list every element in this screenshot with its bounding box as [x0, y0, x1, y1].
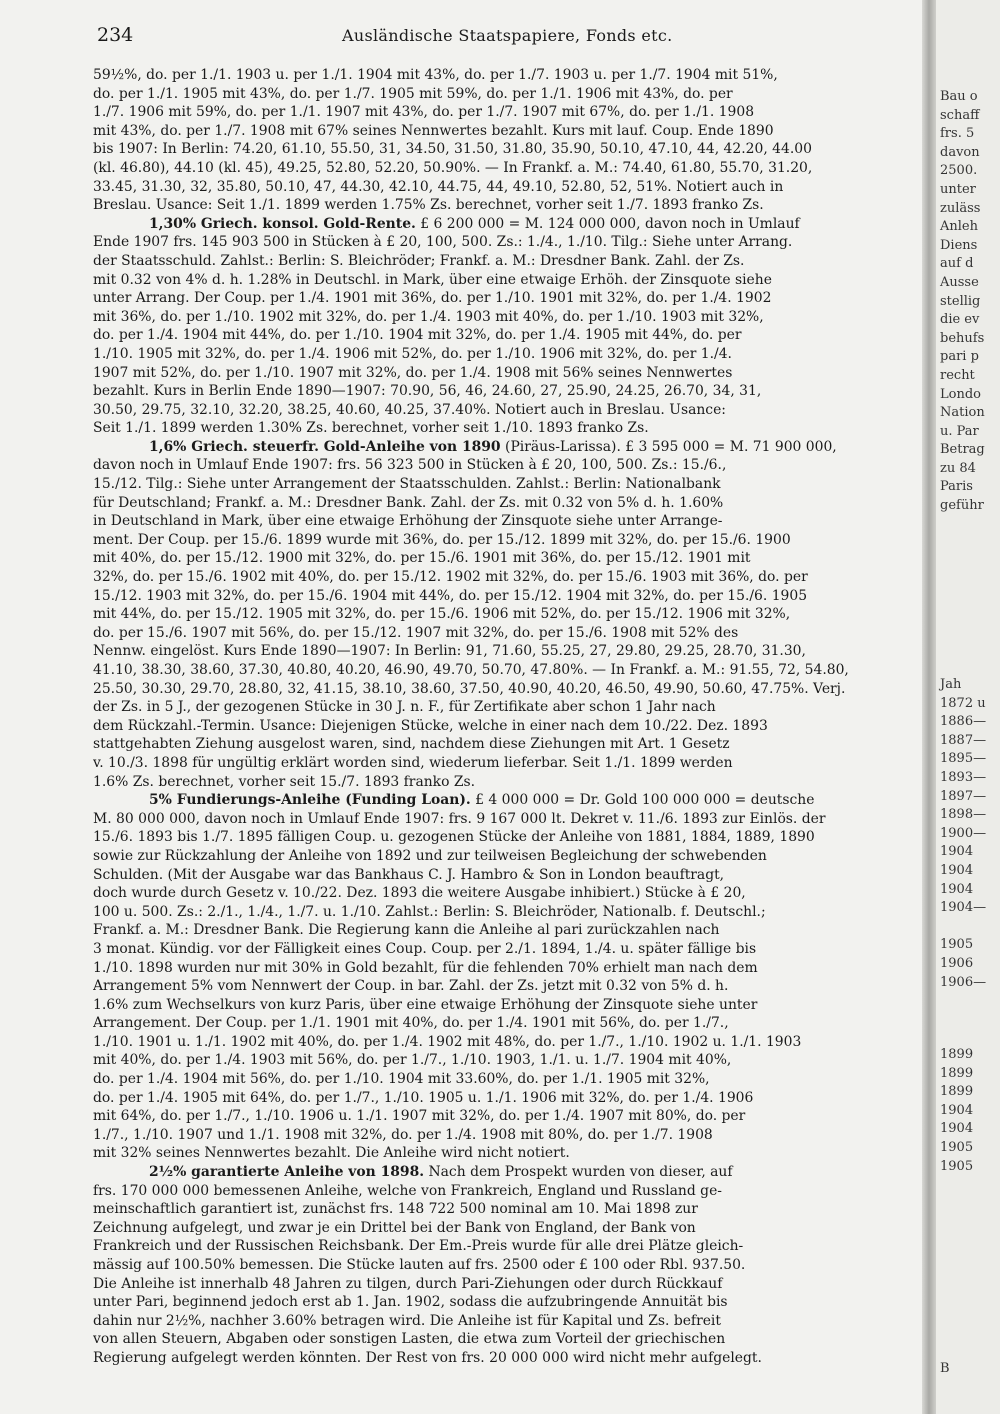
text-line: 25.50, 30.30, 29.70, 28.80, 32, 41.15, 38.10, 38.60, 37.50, 40.90, 40.20, 46.50, 49.90, 50.60, 47.75%. Verj. — [93, 680, 846, 697]
facing-page-line: Jah — [940, 677, 962, 692]
facing-page-line: Londo — [940, 386, 981, 402]
paragraph-intro — [93, 66, 915, 215]
text-line: 100 u. 500. Zs.: 2./1., 1./4., 1./7. u. 1./10. Zahlst.: Berlin: S. Bleichröder, Nationalb. f. Deutschl.; — [93, 903, 766, 920]
facing-page-text-low — [936, 1046, 1000, 1176]
facing-page-line: 1893— — [940, 769, 987, 785]
text-line: 59½%, do. per 1./1. 1903 u. per 1./1. 1904 mit 43%, do. per 1./7. 1903 u. per 1./7. 1904 mit 51%, — [93, 67, 778, 83]
text-line: Frankf. a. M.: Dresdner Bank. Die Regierung kann die Anleihe al pari zurückzahlen nach — [93, 922, 720, 939]
text-line: 15./12. 1903 mit 32%, do. per 15./6. 1904 mit 44%, do. per 15./12. 1904 mit 32%, do. per 15./6. 1905 — [93, 587, 808, 604]
book-gutter — [922, 0, 936, 1414]
facing-page-line: Anleh — [940, 219, 978, 235]
text-line: mit 43%, do. per 1./7. 1908 mit 67% seines Nennwertes bezahlt. Kurs mit lauf. Coup. Ende 1890 — [93, 122, 774, 139]
text-line: (kl. 46.80), 44.10 (kl. 45), 49.25, 52.80, 52.20, 50.90%. — In Frankf. a. M.: 74.40, 61.80, 55.70, 31.20, — [93, 159, 813, 176]
text-line: 1.6% zum Wechselkurs von kurz Paris, über eine etwaige Erhöhung der Zinsquote siehe unter — [93, 996, 758, 1013]
text-line: Die Anleihe ist innerhalb 48 Jahren zu tilgen, durch Pari-Ziehungen oder durch Rückkauf — [93, 1275, 723, 1292]
facing-page-line: 1895— — [940, 751, 987, 767]
text-line: Breslau. Usance: Seit 1./1. 1899 werden 1.75% Zs. berechnet, vorher seit 1./7. 1893 franko Zs. — [93, 197, 764, 214]
text-line: do. per 1./4. 1904 mit 56%, do. per 1./10. 1904 mit 33.60%, do. per 1./1. 1905 mit 32%, — [93, 1071, 710, 1088]
text-line: do. per 1./1. 1905 mit 43%, do. per 1./7. 1905 mit 59%, do. per 1./1. 1906 mit 43%, do. per — [93, 85, 733, 102]
text-line: mit 64%, do. per 1./7., 1./10. 1906 u. 1./1. 1907 mit 32%, do. per 1./4. 1907 mit 80%, do. per — [93, 1108, 746, 1125]
text-line: 15./12. Tilg.: Siehe unter Arrangement der Staatsschulden. Zahlst.: Berlin: Nationalbank — [93, 476, 721, 493]
text-line: 1./10. 1898 wurden nur mit 30% in Gold bezahlt, für die fehlenden 70% erhielt man nach dem — [93, 959, 758, 976]
facing-page-line: 1887— — [940, 732, 987, 748]
facing-page-line: schaff — [940, 107, 980, 123]
facing-page-line: recht — [940, 367, 975, 383]
text-line: unter Arrang. Der Coup. per 1./4. 1901 mit 36%, do. per 1./10. 1901 mit 32%, do. per 1./4. 1902 — [93, 290, 772, 307]
section-heading: 1,6% Griech. steuerfr. Gold-Anleihe von 1890 — [149, 438, 501, 455]
facing-page-line: 1872 u — [940, 695, 986, 711]
facing-page-line: 1905 — [940, 937, 974, 953]
text-line: 15./6. 1893 bis 1./7. 1895 fälligen Coup. u. gezogenen Stücke der Anleihe von 1881, 1884, 1889, 1890 — [93, 829, 815, 846]
facing-page-line: 1904 — [940, 1102, 974, 1118]
facing-page-line: Diens — [940, 237, 978, 253]
facing-page-line: 1904— — [940, 900, 987, 916]
text-line: 41.10, 38.30, 38.60, 37.30, 40.80, 40.20, 46.90, 49.70, 50.70, 47.80%. — In Frankf. a. M.: 91.55, 72, 54.80, — [93, 662, 849, 678]
text-line: Seit 1./1. 1899 werden 1.30% Zs. berechnet, vorher seit 1./10. 1893 franko Zs. — [93, 420, 649, 437]
text-line: ment. Der Coup. per 15./6. 1899 wurde mit 36%, do. per 15./12. 1899 mit 32%, do. per 15./6. 1900 — [93, 531, 791, 548]
section-heading: 2½% garantierte Anleihe von 1898. — [149, 1164, 425, 1181]
facing-page-line: auf d — [940, 256, 974, 272]
facing-page-line: stellig — [940, 293, 981, 309]
facing-page-line: Ausse — [940, 274, 979, 290]
facing-page-line: Betrag — [940, 442, 985, 458]
facing-page-fragment — [936, 0, 1000, 1414]
text-line: Regierung aufgelegt werden könnten. Der Rest von frs. 20 000 000 wird nicht mehr aufgelegt. — [93, 1349, 762, 1366]
text-line: 30.50, 29.75, 32.10, 32.20, 38.25, 40.60, 40.25, 37.40%. Notiert auch in Breslau. Usance: — [93, 401, 726, 418]
facing-page-line: 1898— — [940, 807, 987, 823]
text-line: der Staatsschuld. Zahlst.: Berlin: S. Bleichröder; Frankf. a. M.: Dresdner Bank. Zahl. der Zs. — [93, 252, 745, 269]
text-line: Zeichnung aufgelegt, und zwar je ein Drittel bei der Bank von England, der Bank von — [93, 1219, 696, 1236]
text-line: do. per 1./4. 1905 mit 64%, do. per 1./7., 1./10. 1905 u. 1./1. 1906 mit 32%, do. per 1./4. 1906 — [93, 1089, 754, 1106]
text-line: Ende 1907 frs. 145 903 500 in Stücken à £ 20, 100, 500. Zs.: 1./4., 1./10. Tilg.: Siehe unter Arrang. — [93, 234, 793, 251]
text-line: 32%, do. per 15./6. 1902 mit 40%, do. per 15./12. 1902 mit 32%, do. per 15./6. 1903 mit 36%, do. per — [93, 569, 808, 586]
text-line: M. 80 000 000, davon noch in Umlauf Ende 1907: frs. 9 167 000 lt. Dekret v. 11./6. 1893 zur Einlös. der — [93, 810, 826, 827]
facing-page-line: davon — [940, 144, 980, 160]
text-line: do. per 1./4. 1904 mit 44%, do. per 1./10. 1904 mit 32%, do. per 1./4. 1905 mit 44%, do. per — [93, 327, 742, 344]
text-line: Schulden. (Mit der Ausgabe war das Bankhaus C. J. Hambro & Son in London beauftragt, — [93, 866, 725, 883]
text-line: (Piräus-Larissa). £ 3 595 000 = M. 71 900 000, — [500, 438, 837, 455]
text-line: 1./10. 1901 u. 1./1. 1902 mit 40%, do. per 1./4. 1902 mit 48%, do. per 1./7., 1./10. 1902 u. 1./1. 1903 — [93, 1033, 802, 1050]
text-line: bis 1907: In Berlin: 74.20, 61.10, 55.50, 31, 34.50, 31.50, 31.80, 35.90, 50.10, 47.10, 44, 42.20, 44.00 — [93, 141, 812, 158]
facing-page-line: 1904 — [940, 1121, 974, 1137]
facing-page-line: 1899 — [940, 1047, 974, 1062]
text-line: do. per 15./6. 1907 mit 56%, do. per 15./12. 1907 mit 32%, do. per 15./6. 1908 mit 52% des — [93, 624, 739, 641]
text-line: mässig auf 100.50% bemessen. Die Stücke lauten auf frs. 2500 oder £ 100 oder Rbl. 937.50. — [93, 1257, 746, 1273]
text-line: £ 4 000 000 = Dr. Gold 100 000 000 = deutsche — [470, 792, 815, 809]
text-line: Nach dem Prospekt wurden von dieser, auf — [424, 1164, 733, 1181]
section-heading: 1,30% Griech. konsol. Gold-Rente. — [149, 215, 416, 232]
text-line: mit 40%, do. per 1./4. 1903 mit 56%, do. per 1./7., 1./10. 1903, 1./1. u. 1./7. 1904 mit 40%, — [93, 1052, 732, 1069]
text-line: bezahlt. Kurs in Berlin Ende 1890—1907: 70.90, 56, 46, 24.60, 27, 25.90, 24.25, 26.70, 34, 31, — [93, 383, 762, 400]
text-line: von allen Steuern, Abgaben oder sonstigen Lasten, die etwa zum Vorteil der griechischen — [93, 1331, 726, 1348]
text-line: frs. 170 000 000 bemessenen Anleihe, welche von Frankreich, England und Russland ge- — [93, 1182, 722, 1199]
text-line: 1.6% Zs. berechnet, vorher seit 15./7. 1893 franko Zs. — [93, 773, 476, 790]
facing-page-line: 2500. — [940, 163, 978, 179]
text-line: sowie zur Rückzahlung der Anleihe von 1892 und zur teilweisen Begleichung der schwebenden — [93, 847, 767, 864]
facing-page-line: zu 84 — [940, 460, 976, 476]
section-fundierungs-anleihe — [93, 791, 915, 1163]
facing-page-line: B — [940, 1361, 950, 1376]
facing-page-text-bottom — [936, 1360, 1000, 1379]
facing-page-line: 1899 — [940, 1084, 974, 1100]
text-line: dahin nur 2½%, nachher 3.60% betragen wird. Die Anleihe ist für Kapital und Zs. befreit — [93, 1312, 721, 1329]
text-line: in Deutschland in Mark, über eine etwaige Erhöhung der Zinsquote siehe unter Arrange- — [93, 513, 723, 530]
facing-page-line: 1905 — [940, 1139, 974, 1155]
text-line: stattgehabten Ziehung ausgelost waren, sind, nachdem diese Ziehungen mit Art. 1 Gesetz — [93, 736, 730, 753]
text-line: 1./10. 1905 mit 32%, do. per 1./4. 1906 mit 52%, do. per 1./10. 1906 mit 32%, do. per 1./4. — [93, 345, 732, 362]
text-line: 3 monat. Kündig. vor der Fälligkeit eines Coup. Coup. per 2./1. 1894, 1./4. u. später fällige bis — [93, 940, 757, 957]
text-line: unter Pari, beginnend jedoch erst ab 1. Jan. 1902, sodass die aufzubringende Annuität bis — [93, 1294, 728, 1311]
text-line: mit 32% seines Nennwertes bezahlt. Die Anleihe wird nicht notiert. — [93, 1145, 570, 1162]
facing-page-line: 1906— — [940, 974, 987, 990]
text-line: 33.45, 31.30, 32, 35.80, 50.10, 47, 44.30, 42.10, 44.75, 44, 49.10, 52.80, 52, 51%. Notiert auch in — [93, 178, 784, 195]
page-header — [97, 22, 917, 52]
facing-page-line: Nation — [940, 405, 985, 421]
facing-page-line: unter — [940, 181, 976, 197]
text-line: mit 36%, do. per 1./10. 1902 mit 32%, do. per 1./4. 1903 mit 40%, do. per 1./10. 1903 mit 32%, — [93, 308, 764, 325]
facing-page-line: 1904 — [940, 862, 974, 878]
text-line: meinschaftlich garantiert ist, zunächst frs. 148 722 500 nominal am 10. Mai 1898 zur — [93, 1201, 698, 1218]
section-garantierte-anleihe-1898 — [93, 1163, 915, 1368]
text-line: 1./7. 1906 mit 59%, do. per 1./1. 1907 mit 43%, do. per 1./7. 1907 mit 67%, do. per 1./1. 1908 — [93, 104, 755, 121]
facing-page-line: Paris — [940, 479, 973, 495]
text-line: Arrangement 5% vom Nennwert der Coup. in bar. Zahl. der Zs. jetzt mit 0.32 von 5% d. h. — [93, 978, 729, 995]
text-line: Frankreich und der Russischen Reichsbank. Der Em.-Preis wurde für alle drei Plätze gleich- — [93, 1238, 744, 1255]
text-line: v. 10./3. 1898 für ungültig erklärt worden sind, wiederum lieferbar. Seit 1./1. 1899 werden — [93, 754, 733, 771]
text-line: für Deutschland; Frankf. a. M.: Dresdner Bank. Zahl. der Zs. mit 0.32 von 5% d. h. 1.60% — [93, 494, 724, 511]
section-konsol-gold-rente — [93, 215, 915, 438]
text-line: der Zs. in 5 J., der gezogenen Stücke in 30 J. n. F., für Zertifikate aber schon 1 Jahr nach — [93, 699, 716, 716]
facing-page-line: u. Par — [940, 423, 979, 439]
facing-page-line: 1906 — [940, 955, 974, 971]
page-body — [93, 66, 915, 1368]
facing-page-line: frs. 5 — [940, 126, 975, 142]
facing-page-text-mid — [936, 676, 1000, 992]
text-line: doch wurde durch Gesetz v. 10./22. Dez. 1893 die weitere Ausgabe inhibiert.) Stücke à £ 20, — [93, 885, 746, 902]
text-line: £ 6 200 000 = M. 124 000 000, davon noch in Umlauf — [415, 215, 800, 232]
text-line: mit 40%, do. per 15./12. 1900 mit 32%, do. per 15./6. 1901 mit 36%, do. per 15./12. 1901 mit — [93, 550, 751, 567]
facing-page-line: 1905 — [940, 1158, 974, 1174]
facing-page-line: pari p — [940, 349, 979, 365]
facing-page-line: die ev — [940, 312, 980, 328]
text-line: mit 44%, do. per 15./12. 1905 mit 32%, do. per 15./6. 1906 mit 52%, do. per 15./12. 1906 mit 32%, — [93, 606, 791, 623]
facing-page-line — [936, 918, 1000, 937]
facing-page-line: 1897— — [940, 788, 987, 804]
text-line: mit 0.32 von 4% d. h. 1.28% in Deutschl. in Mark, über eine etwaige Erhöh. der Zinsquote siehe — [93, 271, 772, 288]
facing-page-line: 1886— — [940, 714, 987, 730]
facing-page-line: Bau o — [940, 89, 978, 104]
text-line: dem Rückzahl.-Termin. Usance: Diejenigen Stücke, welche in einer nach dem 10./22. Dez. 1893 — [93, 717, 768, 734]
page-number: 234 — [97, 24, 134, 46]
text-line: 1907 mit 52%, do. per 1./10. 1907 mit 32%, do. per 1./4. 1908 mit 56% seines Nennwertes — [93, 364, 733, 381]
section-heading: 5% Fundierungs-Anleihe (Funding Loan). — [149, 792, 471, 809]
text-line: 1./7., 1./10. 1907 und 1./1. 1908 mit 32%, do. per 1./4. 1908 mit 80%, do. per 1./7. 1908 — [93, 1126, 713, 1143]
text-line: Nennw. eingelöst. Kurs Ende 1890—1907: In Berlin: 91, 71.60, 55.25, 27, 29.80, 29.25, 28.70, 31.30, — [93, 643, 806, 660]
facing-page-line: 1899 — [940, 1065, 974, 1081]
section-steuerfr-gold-anleihe-1890 — [93, 438, 915, 791]
facing-page-line: geführ — [940, 498, 984, 514]
facing-page-line: behufs — [940, 330, 985, 346]
text-line: davon noch in Umlauf Ende 1907: frs. 56 323 500 in Stücken à £ 20, 100, 500. Zs.: 15./6., — [93, 457, 727, 474]
text-line: Arrangement. Der Coup. per 1./1. 1901 mit 40%, do. per 1./4. 1901 mit 56%, do. per 1./7., — [93, 1015, 729, 1032]
facing-page-line: 1904 — [940, 881, 974, 897]
facing-page-line: 1900— — [940, 825, 987, 841]
facing-page-line: 1904 — [940, 844, 974, 860]
running-title: Ausländische Staatspapiere, Fonds etc. — [342, 26, 673, 45]
facing-page-line: zuläss — [940, 200, 981, 216]
facing-page-text-top — [936, 88, 1000, 516]
